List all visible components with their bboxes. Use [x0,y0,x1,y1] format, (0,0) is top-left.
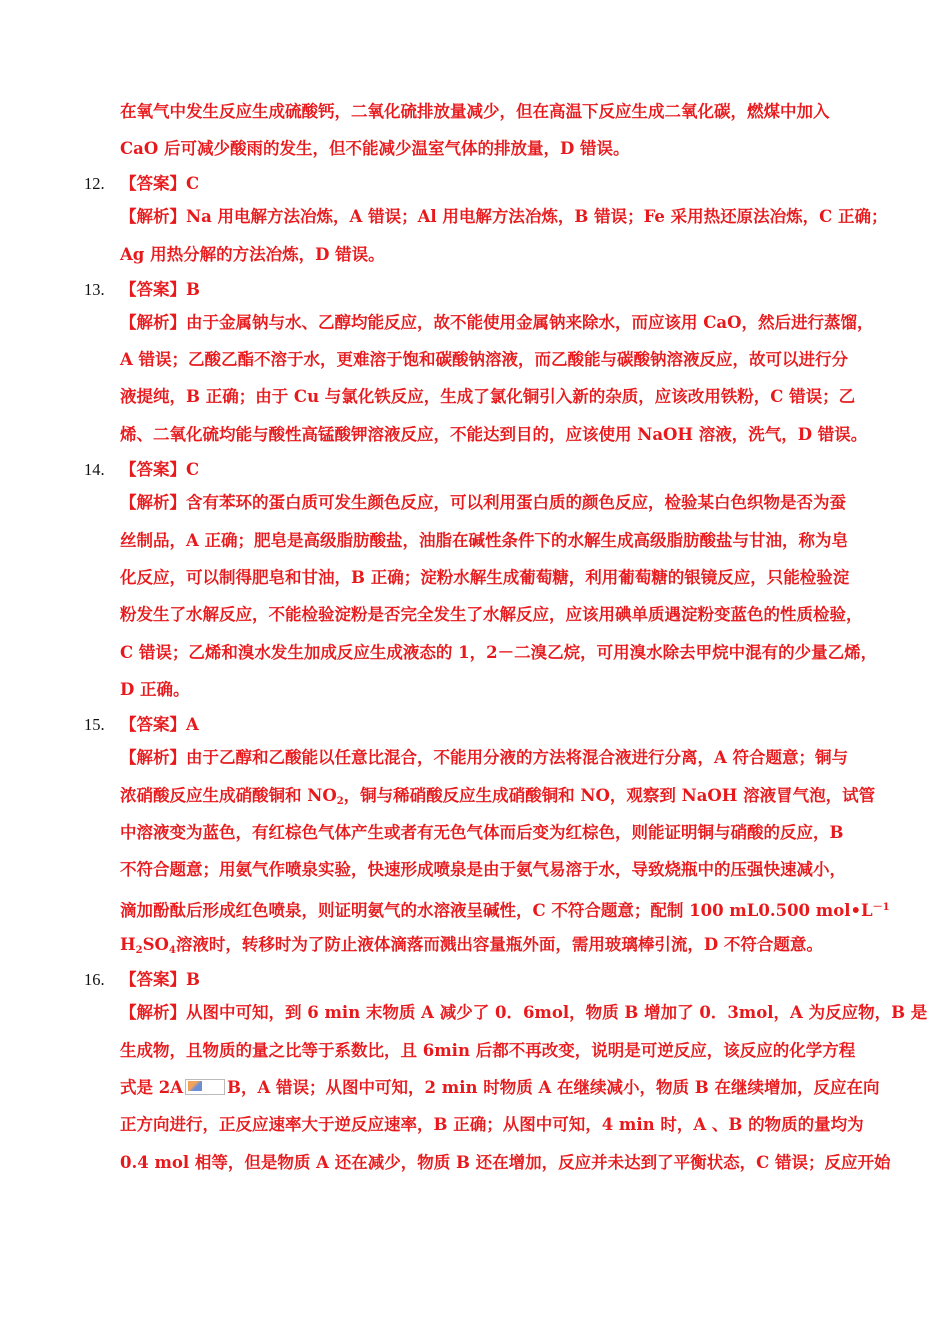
superscript-minus-1: －1 [872,902,890,913]
formula-so: SO [142,935,169,954]
intro-line-1: 在氧气中发生反应生成硫酸钙，二氧化硫排放量减少，但在高温下反应生成二氧化碳，燃煤中加入 [120,102,830,121]
answer-13: 【答案】B [120,280,200,299]
analysis-15-line-2 [120,785,880,813]
analysis-15-line-2-a: 浓硝酸反应生成硝酸铜和 NO [120,786,337,805]
formula-h: H [120,935,136,954]
question-number-16: 16. [84,970,105,989]
answer-16: 【答案】B [120,970,200,989]
analysis-13-line-3: 液提纯，B 正确；由于 Cu 与氯化铁反应，生成了氯化铜引入新的杂质，应该改用铁粉，C 错误；乙 [120,387,856,406]
analysis-15-line-6-rest: 溶液时，转移时为了防止液体滴落而溅出容量瓶外面，需用玻璃棒引流，D 不符合题意。 [175,935,823,954]
analysis-16-line-3-a: 式是 2A [120,1078,184,1097]
analysis-16-line-4: 正方向进行，正反应速率大于逆反应速率，B 正确；从图中可知，4 min 时，A 、B 的物质的量均为 [120,1115,864,1134]
analysis-15-line-1: 【解析】由于乙醇和乙酸能以任意比混合，不能用分液的方法将混合液进行分离，A 符合题意；铜与 [120,748,849,767]
analysis-13-line-1: 【解析】由于金属钠与水、乙醇均能反应，故不能使用金属钠来除水，而应该用 CaO，然后进行蒸馏， [120,313,874,332]
analysis-13-line-4: 烯、二氧化硫均能与酸性高锰酸钾溶液反应，不能达到目的，应该使用 NaOH 溶液，洗气，D 错误。 [120,425,868,444]
subscript-4: 4 [168,945,176,956]
subscript-2: 2 [135,945,143,956]
analysis-16-line-1: 【解析】从图中可知，到 6 min 末物质 A 减少了 0．6mol，物质 B 增加了 0．3mol，A 为反应物，B 是 [120,1003,928,1022]
analysis-15-line-5-a: 滴加酚酞后形成红色喷泉，则证明氨气的水溶液呈碱性，C 不符合题意；配制 100 mL0.500 mol•L [120,901,873,920]
analysis-12-line-1: 【解析】Na 用电解方法冶炼，A 错误；Al 用电解方法冶炼，B 错误；Fe 采用热还原法冶炼，C 正确； [120,207,888,226]
subscript-2: 2 [336,796,344,807]
answer-12: 【答案】C [120,174,200,193]
analysis-14-line-6: D 正确。 [120,680,190,699]
analysis-14-line-4: 粉发生了水解反应，不能检验淀粉是否完全发生了水解反应，应该用碘单质遇淀粉变蓝色的性质检验， [120,605,863,624]
analysis-15-line-4: 不符合题意；用氨气作喷泉实验，快速形成喷泉是由于氨气易溶于水，导致烧瓶中的压强快速减小， [120,860,846,879]
analysis-15-line-2-b: ，铜与稀硝酸反应生成硝酸铜和 NO，观察到 NaOH 溶液冒气泡，试管 [343,786,876,805]
question-number-14: 14. [84,460,105,479]
analysis-16-line-3-b: B，A 错误；从图中可知，2 min 时物质 A 在继续减小，物质 B 在继续增加，反应在向 [227,1078,880,1097]
analysis-13-line-2: A 错误；乙酸乙酯不溶于水，更难溶于饱和碳酸钠溶液，而乙酸能与碳酸钠溶液反应，故可以进行分 [120,350,849,369]
analysis-14-line-5: C 错误；乙烯和溴水发生加成反应生成液态的 1，2－二溴乙烷，可用溴水除去甲烷中混有的少量乙烯， [120,643,878,662]
question-number-15: 15. [84,715,105,734]
analysis-16-line-2: 生成物，且物质的量之比等于系数比，且 6min 后都不再改变，说明是可逆反应，该反应的化学方程 [120,1041,856,1060]
analysis-14-line-1: 【解析】含有苯环的蛋白质可发生颜色反应，可以利用蛋白质的颜色反应，检验某白色织物是否为蚕 [120,493,846,512]
analysis-15-line-3: 中溶液变为蓝色，有红棕色气体产生或者有无色气体而后变为红棕色，则能证明铜与硝酸的反应，B [120,823,844,842]
analysis-14-line-3: 化反应，可以制得肥皂和甘油，B 正确；淀粉水解生成葡萄糖，利用葡萄糖的银镜反应，只能检验淀 [120,568,850,587]
analysis-14-line-2: 丝制品，A 正确；肥皂是高级脂肪酸盐，油脂在碱性条件下的水解生成高级脂肪酸盐与甘油，称为皂 [120,531,849,550]
analysis-16-line-3 [120,1077,880,1099]
analysis-15-line-5 [120,897,890,922]
reversible-arrow-image-icon [185,1079,225,1095]
question-number-12: 12. [84,174,105,193]
analysis-12-line-2: Ag 用热分解的方法冶炼，D 错误。 [120,245,385,264]
answer-14: 【答案】C [120,460,200,479]
analysis-15-line-6 [120,934,880,962]
question-number-13: 13. [84,280,105,299]
analysis-16-line-5: 0.4 mol 相等，但是物质 A 还在减少，物质 B 还在增加，反应并未达到了平衡状态，C 错误；反应开始 [120,1153,891,1172]
intro-line-2: CaO 后可减少酸雨的发生，但不能减少温室气体的排放量，D 错误。 [120,139,630,158]
answer-15: 【答案】A [120,715,199,734]
